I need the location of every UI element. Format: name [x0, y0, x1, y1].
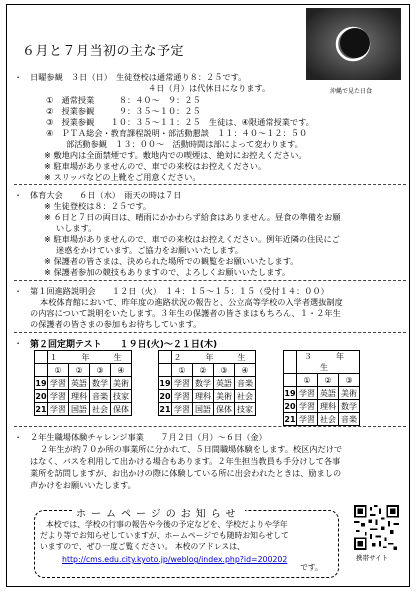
subject-cell: 英語: [214, 377, 235, 390]
day-label: 20: [35, 391, 47, 401]
page-title: ６月と７月当初の主な予定: [22, 44, 185, 59]
subject-cell: 理科: [193, 390, 214, 403]
eclipse-photo: [306, 8, 401, 80]
bullet: ・: [14, 286, 23, 296]
text-line: の内容について説明をいたします。３年生の保護者の皆さまはもちろん、１・２年生: [30, 308, 341, 318]
divider: [14, 332, 406, 333]
school-website-link[interactable]: http://cms.edu.city.kyoto.jp/weblog/index.php?id=200202: [62, 555, 288, 564]
text-line: だより等でお知らせしていますが、ホームページでも随時お知らせして: [40, 531, 289, 540]
sunday-visit-line: 日曜参観 ３日（日） 生徒登校は通常通り８：２５です。: [30, 72, 247, 82]
bullet: ・: [14, 338, 23, 348]
grade3-table: [283, 350, 368, 426]
qr-caption: 携帯サイト: [356, 554, 389, 562]
text-line: です。: [300, 563, 323, 572]
subject-cell: 音楽: [235, 377, 256, 390]
grade2-table: [158, 350, 256, 416]
day-label: 19: [159, 378, 171, 388]
subject-cell: 社会: [318, 413, 339, 426]
day-label: 19: [284, 388, 296, 398]
qr-code-icon: [354, 505, 399, 550]
period-num: ③: [214, 364, 235, 377]
note-line: ※ 保護者参加の競技もありますので、よろしくお願いいたします。: [44, 267, 291, 277]
subject-cell: 学習: [48, 377, 69, 390]
text-line: ④ ＰＴＡ総会・教育課程説明・部活動懇談 １１：４０～１２：５０: [46, 128, 308, 138]
subject-cell: 美術: [339, 387, 360, 400]
subject-cell: 技家: [235, 403, 256, 416]
bullet: ・: [14, 190, 23, 200]
text-line: 声かけをお願いいたします。: [30, 480, 136, 490]
subject-cell: 学習: [172, 390, 193, 403]
grade-header: ３ 年 生: [297, 351, 360, 374]
text-line: ① 通常授業 ８：４０～ ９：２５: [46, 95, 201, 105]
note-line: ※ 駐車場がありませんので、車での来校はお控えください。例年近隣の住民にご: [44, 234, 340, 244]
period-num: ②: [318, 374, 339, 387]
text-line: の保護者の皆さまの参加もお待ちしています。: [30, 319, 202, 329]
bullet: ・: [14, 432, 23, 442]
text-line: 業所を訪問しますが、お出かけの際に体験している所に出会われたときは、励ましの: [30, 468, 342, 478]
text-line: ２年生が約７０か所の事業所に分かれて、５日間職場体験をします。校区内だけで: [40, 444, 343, 454]
period-num: ①: [297, 374, 318, 387]
text-line: いますので、ぜひ一度ご覧ください。 本校のアドレスは、: [40, 542, 245, 551]
note-line: ※ 敷地内は全面禁煙です。敷地内での喫煙は、絶対にお控えください。: [44, 150, 307, 160]
day-label: 21: [159, 404, 171, 414]
grade-header: ２ 年 生: [173, 352, 254, 362]
subject-cell: 社会: [235, 390, 256, 403]
text-line: 本校では、学校の行事の報告や今後の予定などを、学校だよりや学年: [46, 520, 288, 529]
period-num: ②: [193, 364, 214, 377]
subject-cell: 学習: [297, 400, 318, 413]
subject-cell: 美術: [214, 390, 235, 403]
table-corner: [284, 351, 297, 374]
note-line: ※ スリッパなどの上靴をご用意ください。: [44, 172, 201, 182]
text-line: ② 授業参観 ９：３５～１０：２５: [46, 106, 201, 116]
subject-cell: 社会: [90, 403, 111, 416]
homepage-heading: ホームページのお知らせ: [72, 505, 245, 520]
text-line: 本校体育館において、昨年度の進路状況の報告と、公立高等学校の入学者選抜制度: [40, 297, 343, 307]
subject-cell: 美術: [111, 377, 132, 390]
note-line: ※ 生徒登校は８：２５です。: [44, 201, 152, 211]
subject-cell: 保体: [111, 403, 132, 416]
text-line: はなく、バスを利用して出かける場合もあります。２年生担当教員も手分けして各事: [30, 456, 341, 466]
table-corner: [159, 351, 172, 364]
period-num: ①: [48, 364, 69, 377]
period-num: ④: [111, 364, 132, 377]
subject-cell: 学習: [297, 387, 318, 400]
subject-cell: 音楽: [90, 390, 111, 403]
period-num: ②: [69, 364, 90, 377]
subject-cell: 学習: [172, 403, 193, 416]
day-label: 21: [35, 404, 47, 414]
table-corner: [35, 351, 48, 364]
subject-cell: 英語: [318, 387, 339, 400]
subject-cell: 学習: [48, 390, 69, 403]
photo-caption: 沖縄で見た日食: [330, 88, 373, 95]
subject-cell: 技家: [111, 390, 132, 403]
note-line: 迷惑をかけています。ご協力をお願いいたします。: [56, 245, 244, 255]
day-label: 19: [35, 378, 47, 388]
text-line: ４日（月）は代休日になります。: [148, 83, 271, 93]
sports-day-line: 体育大会 ６日（水） 雨天の時は７日: [30, 190, 182, 200]
subject-cell: 数学: [339, 400, 360, 413]
subject-cell: 学習: [297, 413, 318, 426]
period-num: ③: [90, 364, 111, 377]
subject-cell: 学習: [48, 403, 69, 416]
note-line: ※ 駐車場がありませんので、車での来校はお控えください。: [44, 161, 267, 171]
subject-cell: 国語: [193, 403, 214, 416]
subject-cell: 保体: [214, 403, 235, 416]
table-corner: [35, 364, 48, 377]
subject-cell: 数学: [90, 377, 111, 390]
subject-cell: 国語: [69, 403, 90, 416]
note-line: いします。: [56, 223, 97, 233]
text-line: ③ 授業参観 １０：３５～１１：２５ 生徒は、④限通常授業です。: [46, 117, 314, 127]
period-num: ③: [339, 374, 360, 387]
period-num: ①: [172, 364, 193, 377]
note-line: ※ ６日と７日の両日は、晴雨にかかわらず給食はありません。昼食の準備をお願: [44, 212, 341, 222]
subject-cell: 英語: [69, 377, 90, 390]
bullet: ・: [14, 72, 23, 82]
divider: [14, 426, 406, 427]
subject-cell: 理科: [69, 390, 90, 403]
day-label: 21: [284, 414, 296, 424]
grade1-table: [34, 350, 132, 416]
day-label: 20: [159, 391, 171, 401]
grade-header: １ 年 生: [49, 352, 130, 362]
table-corner: [284, 374, 297, 387]
divider: [14, 280, 406, 281]
day-label: 20: [284, 401, 296, 411]
subject-cell: 数学: [193, 377, 214, 390]
work-experience-line: ２年生職場体験チャレンジ事業 ７月２日（月）～６日（金）: [30, 432, 267, 442]
table-corner: [159, 364, 172, 377]
text-line: 部活動参観 １３：００～ 活動時間は部によって変わります。: [66, 139, 303, 149]
career-briefing-line: 第１回進路説明会 １２日（火） １４：１５～１５：１５（受付１４：００）: [30, 286, 329, 296]
divider: [14, 184, 406, 185]
subject-cell: 理科: [318, 400, 339, 413]
subject-cell: 音楽: [339, 413, 360, 426]
subject-cell: 学習: [172, 377, 193, 390]
test-heading: 第２回定期テスト １９日(火)～２１日(木): [30, 340, 218, 350]
note-line: ※ 保護者の皆さまは、決められた場所での観覧をお願いいたします。: [44, 256, 299, 266]
period-num: ④: [235, 364, 256, 377]
